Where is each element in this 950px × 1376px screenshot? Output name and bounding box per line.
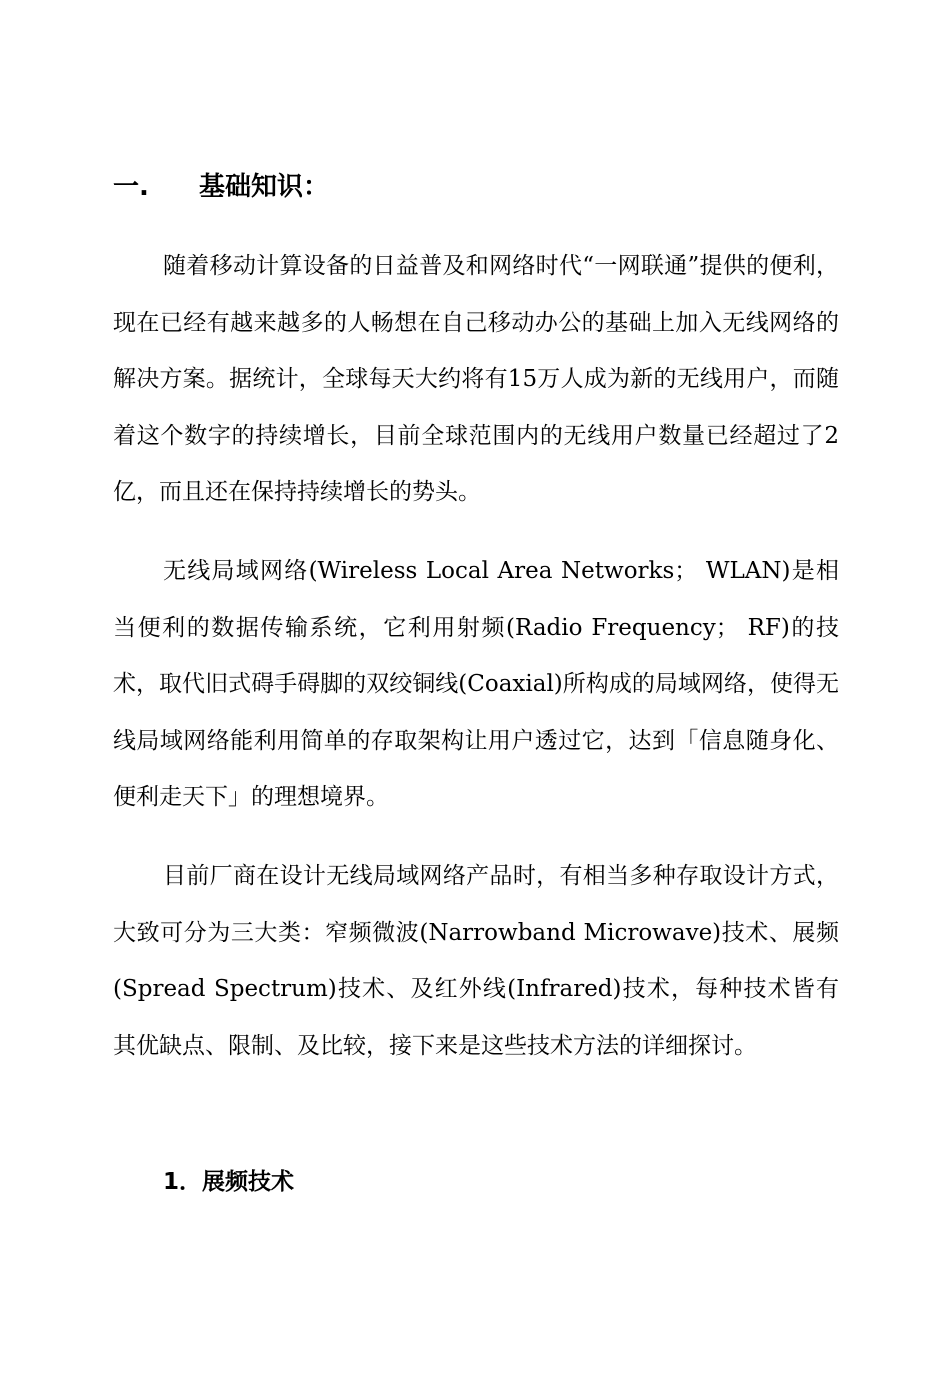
section-title: 基础知识： bbox=[199, 172, 330, 202]
section-heading bbox=[113, 164, 329, 210]
paragraph-technology-types: 目前厂商在设计无线局域网络产品时，有相当多种存取设计方式，大致可分为三大类：窄频微波(Narrowband Microwave)技术、展频(Spread Spectrum)技术、及红外线(Infrared)技术，每种技术皆有其优缺点、限制、及比较，接下来是这些技术方法的详细探讨。 bbox=[113, 863, 839, 1059]
subheading-spread-spectrum: 1．展频技术 bbox=[163, 1169, 295, 1195]
paragraph-wlan-definition: 无线局域网络(Wireless Local Area Networks； WLAN)是相当便利的数据传输系统，它利用射频(Radio Frequency； RF)的技术，取代旧式碍手碍脚的双绞铜线(Coaxial)所构成的局域网络，使得无线局域网络能利用简单的存取架构让用户透过它，达到「信息随身化、便利走天下」的理想境界。 bbox=[113, 558, 839, 810]
section-number: 一. bbox=[113, 172, 149, 202]
paragraph-intro: 随着移动计算设备的日益普及和网络时代“一网联通”提供的便利，现在已经有越来越多的人畅想在自己移动办公的基础上加入无线网络的解决方案。据统计，全球每天大约将有15万人成为新的无线用户，而随着这个数字的持续增长，目前全球范围内的无线用户数量已经超过了2亿，而且还在保持持续增长的势头。 bbox=[113, 253, 839, 505]
